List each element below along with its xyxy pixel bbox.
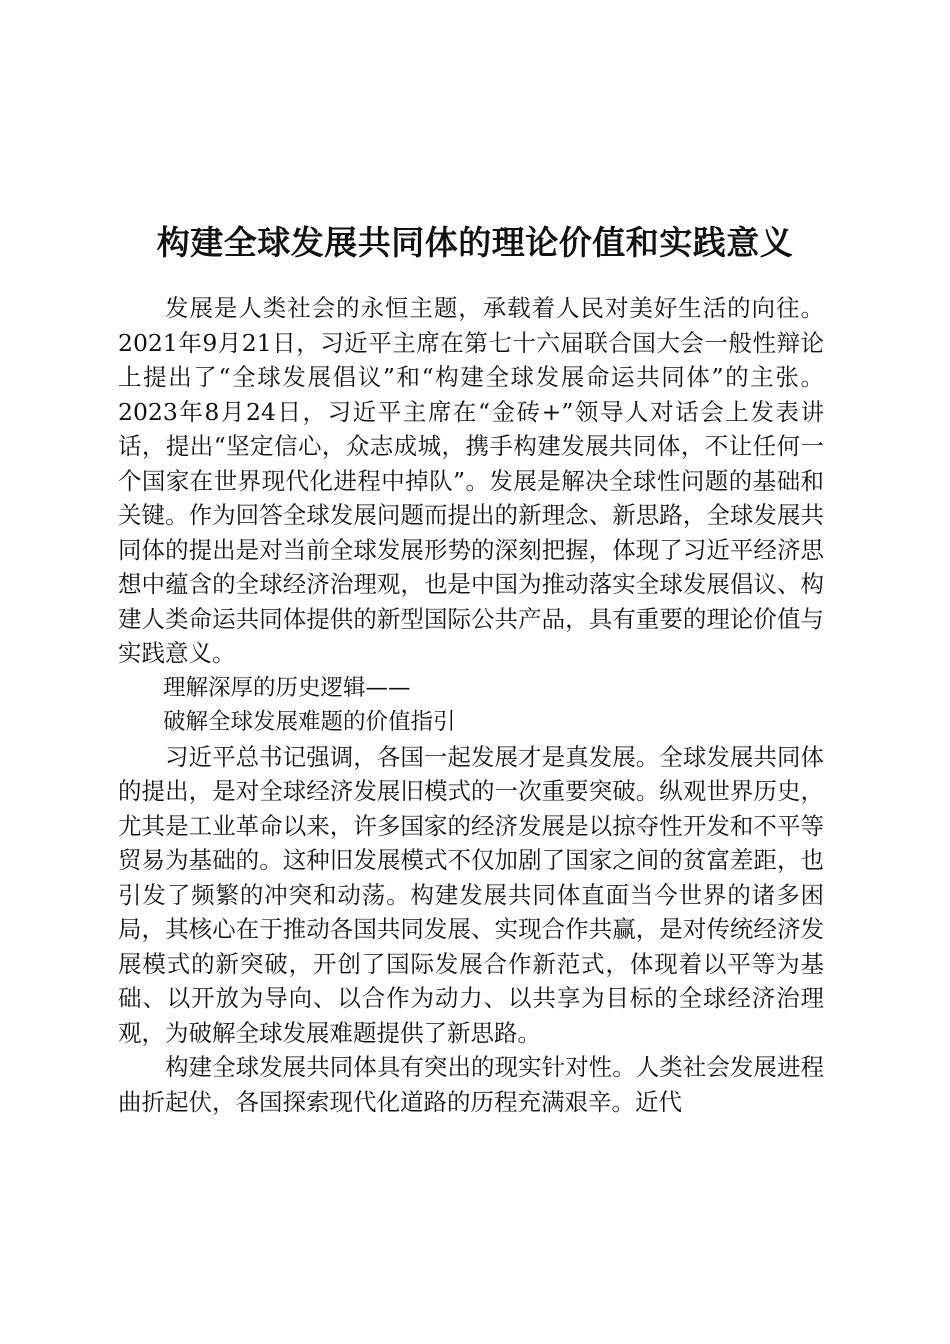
section-heading-line-2: 破解全球发展难题的价值指引 xyxy=(163,709,456,735)
document-title: 构建全球发展共同体的理论价值和实践意义 xyxy=(156,223,794,263)
paragraph-3: 构建全球发展共同体具有突出的现实针对性。人类社会发展进程曲折起伏，各国探索现代化道路的历程充满艰辛。近代 xyxy=(118,1053,824,1116)
intro-paragraph: 发展是人类社会的永恒主题，承载着人民对美好生活的向往。2021年9月21日，习近平主席在第七十六届联合国大会一般性辩论上提出了“全球发展倡议”和“构建全球发展命运共同体”的主张。2023年8月24日，习近平主席在“金砖+”领导人对话会上发表讲话，提出“坚定信心，众志成城，携手构建发展共同体，不让任何一个国家在世界现代化进程中掉队”。发展是解决全球性问题的基础和关键。作为回答全球发展问题而提出的新理念、新思路，全球发展共同体的提出是对当前全球发展形势的深刻把握，体现了习近平经济思想中蕴含的全球经济治理观，也是中国为推动落实全球发展倡议、构建人类命运共同体提供的新型国际公共产品，具有重要的理论价值与实践意义。 xyxy=(118,294,824,667)
document-body xyxy=(118,291,824,1119)
section-heading-line-1: 理解深厚的历史逻辑—— xyxy=(163,674,411,701)
paragraph-2: 习近平总书记强调，各国一起发展才是真发展。全球发展共同体的提出，是对全球经济发展旧模式的一次重要突破。纵观世界历史，尤其是工业革命以来，许多国家的经济发展是以掠夺性开发和不平等贸易为基础的。这种旧发展模式不仅加剧了国家之间的贫富差距，也引发了频繁的冲突和动荡。构建发展共同体直面当今世界的诸多困局，其核心在于推动各国共同发展、实现合作共赢，是对传统经济发展模式的新突破，开创了国际发展合作新范式，体现着以平等为基础、以开放为导向、以合作为动力、以共享为目标的全球经济治理观，为破解全球发展难题提供了新思路。 xyxy=(118,742,824,1047)
